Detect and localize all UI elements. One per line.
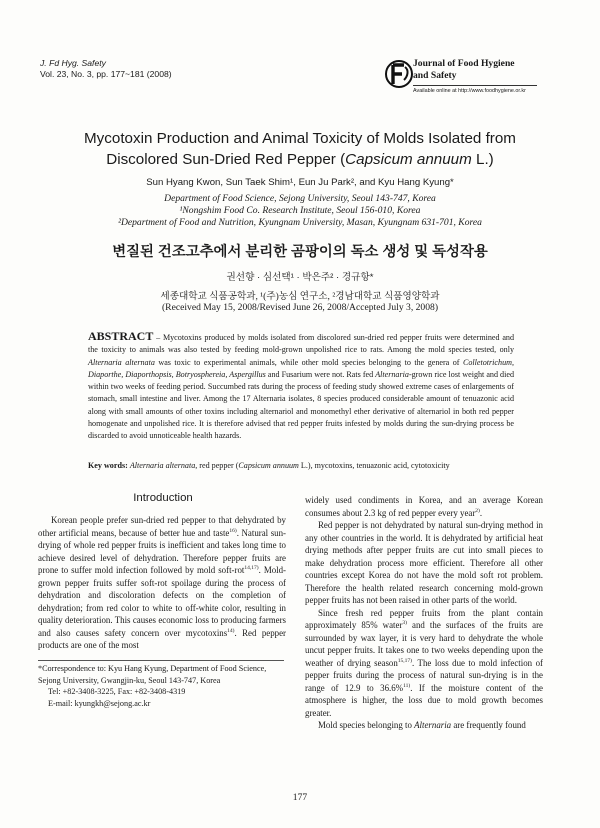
abstract-label: ABSTRACT — [88, 329, 154, 343]
footnote-rule — [38, 660, 284, 661]
abstract-text-1: Mycotoxins produced by molds isolated from discolored sun-dried red pepper fruits were determined and the toxicity to animals was also tested by feeding mold-grown unpolished rice to rats. Among the mold species tested, only — [88, 333, 514, 355]
footnote-correspondence: *Correspondence to: Kyu Hang Kyung, Department of Food Science, Sejong University, Gwangjin-ku, Seoul 143-747, Korea — [38, 664, 267, 685]
citation-ref: 16) — [229, 527, 237, 534]
right-text: and the surfaces of the fruits are surrounded by wax layer, it is very hard to dehydrate the whole uncut pepper fruits. It takes one to two weeks depending upon the weather of drying season — [305, 620, 543, 668]
right-paragraph-0 — [305, 494, 543, 519]
intro-text-d: . Red pepper products are one of the most — [38, 627, 286, 650]
journal-name-line2: and Safety — [413, 70, 457, 81]
intro-text-c: . Mold-grown pepper fruits suffer soft-rot spoilage during the process of dehydration and discoloration defects on the completion of dehydration; from red color to white to off-white color, resulting in quality deterioration. This causes economic loss to producing farmers and also causes safety concern over mycotoxins — [38, 565, 286, 638]
author-list: Sun Hyang Kwon, Sun Taek Shim¹, Eun Ju Park², and Kyu Hang Kyung* — [146, 177, 454, 188]
abstract — [88, 330, 514, 443]
intro-text-a: Korean people prefer sun-dried red pepper to that dehydrated by other artificial means, because of better hue and taste — [38, 515, 286, 538]
left-column — [38, 514, 286, 652]
section-heading-introduction: Introduction — [133, 492, 193, 504]
abstract-text-4: -grown rice lost weight and died within two weeks of feeding period. Succumbed rats during the process of feeding study showed extreme cases of enlargements of stomach, small intestine and liver. Among the 17 Alternaria isolates, 8 species produced considerable amount of tenuazonic acid along with small amounts of other toxins including alternariol and monomethyl ether derivative of alternariol in both red pepper homogenate and unpolished rice. It is therefore advised that red pepper fruits infested by molds during the sun-drying process be discarded to avoid unnoticeable health hazards. — [88, 369, 514, 441]
right-text: widely used condiments in Korea, and an average Korean consumes about 2.3 kg of red pepper every year — [305, 495, 543, 518]
keyword-2: , red pepper ( — [195, 461, 239, 470]
citation-ref: 15,17) — [397, 657, 412, 664]
abstract-text-3: and Fusarium were not. Rats fed — [265, 369, 376, 379]
citation-ref: 14) — [227, 627, 235, 634]
title-line2-suffix: L.) — [471, 151, 494, 168]
affiliation-2: ¹Nongshim Food Co. Research Institute, Seoul 156-010, Korea — [179, 205, 421, 216]
affiliation-1: Department of Food Science, Sejong University, Seoul 143-747, Korea — [164, 193, 436, 204]
journal-citation — [40, 58, 172, 80]
right-text: . If the moisture content of the atmosphere is higher, the loss due to mold growth becomes greater. — [305, 682, 543, 718]
title-line2 — [40, 149, 560, 170]
page-number: 177 — [292, 792, 308, 803]
journal-abbrev: J. Fd Hyg. Safety — [40, 58, 106, 68]
citation-ref: 11) — [403, 682, 411, 689]
right-text: Mold species belonging to — [318, 720, 415, 730]
right-text: . — [479, 507, 483, 518]
right-paragraph-2 — [305, 607, 543, 720]
volume-info: Vol. 23, No. 3, pp. 177~181 (2008) — [40, 69, 172, 79]
keywords — [88, 461, 518, 470]
abstract-text-2: was toxic to experimental animals, while other mold species belonging to the genera of — [154, 357, 463, 367]
abstract-species-3: Alternaria — [375, 369, 409, 379]
correspondence-footnote — [38, 663, 288, 709]
header-rule — [413, 85, 537, 86]
keyword-4: L.), mycotoxins, tenuazonic acid, cytotoxicity — [298, 461, 450, 470]
citation-ref: 14,17) — [244, 565, 259, 572]
right-text: are frequently found — [451, 720, 526, 730]
journal-name-line1: Journal of Food Hygiene — [413, 58, 515, 69]
right-paragraph-3 — [305, 719, 543, 732]
affiliation-3: ²Department of Food and Nutrition, Kyungnam University, Masan, Kyungnam 631-701, Korea — [118, 217, 482, 228]
intro-text-b: . Natural sun-drying of whole red pepper fruits is inefficient and takes long time to achieve desired level of dehydration. Therefore pepper fruits are prone to suffer mold infection followed by mold soft-rot — [38, 527, 286, 575]
abstract-species-2: Colletotrichum, Diaporthe, Diaporthopsis, Botryosphereia, Aspergillus — [88, 357, 514, 379]
abstract-dash: – — [153, 333, 163, 342]
right-text: . The loss due to mold infection of pepper fruits during the process of natural sun-drying is in the range of 12.9 to 36.6% — [305, 657, 543, 693]
footnote-phone: Tel: +82-3408-3225, Fax: +82-3408-4319 — [48, 687, 186, 697]
journal-logo-icon — [384, 58, 416, 90]
intro-paragraph-1 — [38, 514, 286, 652]
right-column — [305, 494, 543, 732]
title-line2-prefix: Discolored Sun-Dried Red Pepper ( — [106, 151, 346, 168]
korean-title: 변질된 건조고추에서 분리한 곰팡이의 독소 생성 및 독성작용 — [112, 244, 488, 260]
keyword-1: Alternaria alternata — [129, 461, 196, 470]
available-online-link[interactable]: Available online at http://www.foodhygiene.or.kr — [413, 88, 526, 94]
title-line1: Mycotoxin Production and Animal Toxicity of Molds Isolated from — [84, 130, 516, 147]
right-text: Since fresh red pepper fruits from the plant contain approximately 85% water — [305, 607, 543, 630]
citation-ref: 3) — [402, 620, 407, 627]
keyword-3: Capsicum annuum — [238, 461, 299, 470]
journal-name — [413, 58, 515, 82]
korean-affiliation: 세종대학교 식품공학과, ¹(주)농심 연구소, ²경남대학교 식품영양학과 — [160, 291, 440, 302]
paper-title — [40, 128, 560, 170]
right-paragraph-1: Red pepper is not dehydrated by natural sun-drying method in any other countries in the world. It is dehydrated by artificial heat drying methods after pepper fruits are cut into small pieces to make dehydration process more efficient. Therefore all other countries except Korea do not have the mold soft rot problem. Therefore the health related research concerning mold-grown pepper fruits has not been raised in other parts of the world. — [305, 520, 543, 605]
korean-authors: 권선향 · 심선택¹ · 박은주² · 경규항* — [226, 272, 374, 283]
keywords-label: Key words: — [88, 461, 128, 470]
species-name: Alternaria — [414, 720, 452, 730]
received-dates: (Received May 15, 2008/Revised June 26, 2008/Accepted July 3, 2008) — [161, 302, 439, 313]
citation-ref: 2) — [475, 507, 480, 514]
title-species: Capsicum annuum — [345, 151, 472, 168]
abstract-species-1: Alternaria alternata — [88, 357, 155, 367]
footnote-email[interactable]: E-mail: kyungkh@sejong.ac.kr — [48, 698, 151, 708]
